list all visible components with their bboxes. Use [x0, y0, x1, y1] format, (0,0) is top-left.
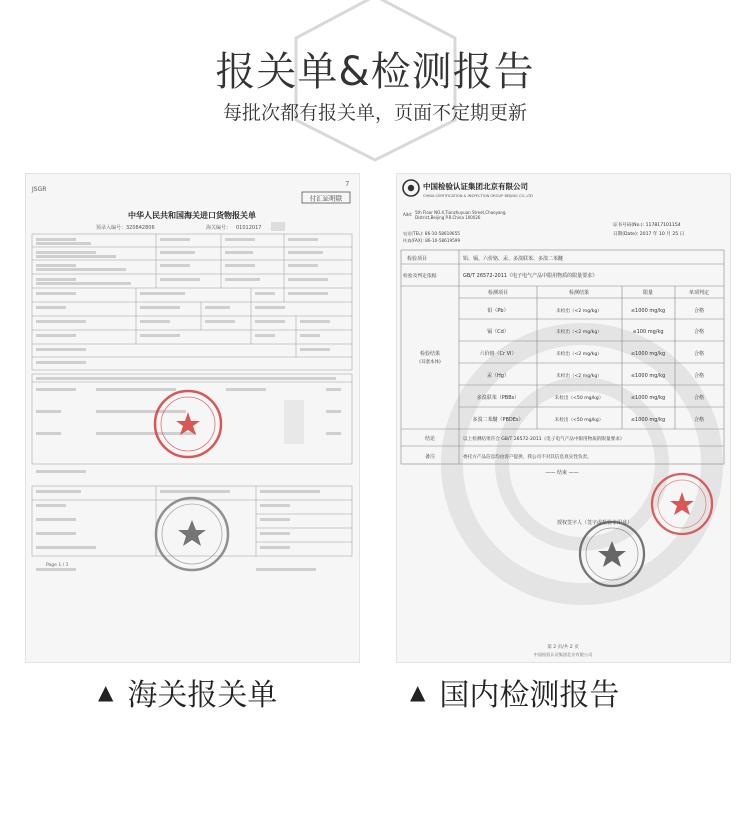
- result-row: [472, 416, 704, 423]
- row-result: 未检出（<50 mg/kg）: [554, 418, 604, 423]
- row-item: 多溴二苯醚（PBDEs）: [472, 417, 524, 423]
- side-label: 检验结果: [419, 351, 441, 357]
- footer-page: 第 2 页/共 2 页: [547, 645, 579, 650]
- row-limit: ≤1000 mg/kg: [630, 351, 666, 357]
- signatory: 授权签字人（签字或检验专用章）: [557, 520, 633, 526]
- result-row: [487, 328, 704, 335]
- remark-value: 委托方产品信息均由客户提供，我公司不对其信息真实性负责。: [463, 455, 592, 460]
- row-item: 镉（Cd）: [487, 329, 509, 335]
- fax: 传真(FAX): 86-10-58619599: [403, 238, 461, 243]
- triangle-up-icon: ▲: [98, 680, 114, 704]
- row-verdict: 合格: [693, 417, 705, 423]
- customs-heading: 中华人民共和国海关进口货物报关单: [128, 211, 256, 220]
- precode-label: 预录入编号：: [96, 225, 127, 231]
- page-number: Page 1 / 1: [46, 563, 69, 568]
- footer-org: 中国检验认证集团北京有限公司: [533, 652, 593, 657]
- caption-customs: [98, 670, 277, 714]
- address-label: Add:: [403, 212, 413, 217]
- end-mark: —— 结束 ——: [545, 470, 579, 476]
- row-verdict: 合格: [693, 329, 705, 335]
- item-label: 检验项目: [407, 256, 428, 262]
- col-header-limit: 限量: [642, 290, 654, 296]
- row-item: 铅（Pb）: [487, 308, 509, 314]
- tel: 电话(TEL): 86-10-58619655: [403, 231, 460, 236]
- inspection-report-document: [396, 173, 731, 663]
- cci-logo: [403, 180, 419, 196]
- precode-value: 320842806: [126, 225, 155, 231]
- inspection-form: [397, 174, 730, 662]
- stamp-label: 付汇证明联: [309, 194, 343, 203]
- row-item: 汞（Hg）: [487, 373, 509, 379]
- conclusion-value: 以上检测结果符合 GB/T 26572-2011《电子电气产品中限用物质的限量要求》: [463, 437, 625, 442]
- col-header-item: 检测项目: [487, 290, 509, 296]
- redaction: [271, 222, 285, 231]
- conclusion-label: 结论: [424, 436, 436, 442]
- cert-number: 证书号码(No.): 117817101154: [613, 223, 681, 228]
- triangle-up-icon: ▲: [410, 680, 426, 704]
- row-verdict: 合格: [693, 373, 705, 379]
- page-title: 报关单&检测报告: [215, 49, 535, 95]
- row-verdict: 合格: [693, 351, 705, 357]
- row-limit: ≤1000 mg/kg: [630, 395, 666, 401]
- row-result: 未检出（<2 mg/kg）: [556, 374, 602, 379]
- customs-top-left: JSGR: [32, 186, 47, 193]
- red-stamp: [155, 391, 221, 457]
- corner-mark: 7: [345, 180, 350, 188]
- customs-form: [26, 174, 359, 662]
- basis-value: GB/T 26572-2011《电子电气产品中限用物质的限量要求》: [463, 273, 598, 279]
- row-item: 六价铬（Cr VI）: [479, 351, 517, 357]
- address-value: 5th Floor NO.4,Tianzhuyuan Street,Chaoyang District,Beijing P.R.China 100026: [415, 210, 506, 220]
- row-result: 未检出（<2 mg/kg）: [556, 309, 602, 314]
- row-limit: ≤1000 mg/kg: [630, 373, 666, 379]
- item-value: 铅、镉、六价铬、汞、多溴联苯、多溴二苯醚: [463, 256, 564, 262]
- caption-report-label: 国内检测报告: [439, 678, 620, 713]
- report-date: 日期(Date): 2017 年 10 月 25 日: [613, 232, 685, 237]
- row-limit: ≤1000 mg/kg: [630, 308, 666, 314]
- result-row: [487, 307, 704, 314]
- page-subtitle: 每批次都有报关单，页面不定期更新: [222, 102, 527, 124]
- customs-no-label: 海关编号：: [206, 225, 232, 231]
- org-name-en: CHINA CERTIFICATION & INSPECTION GROUP BEIJING CO.,LTD: [423, 194, 533, 198]
- org-name-cn: 中国检验认证集团北京有限公司: [423, 182, 528, 191]
- caption-report: [410, 670, 619, 714]
- customs-declaration-document: [25, 173, 360, 663]
- remark-label: 备注: [424, 454, 436, 460]
- row-item: 多溴联苯（PBBs）: [476, 395, 520, 401]
- row-verdict: 合格: [693, 308, 705, 314]
- row-limit: ≤100 mg/kg: [632, 329, 664, 335]
- redaction: [284, 400, 304, 444]
- col-header-result: 检测结果: [568, 290, 590, 296]
- row-result: 未检出（<50 mg/kg）: [554, 396, 604, 401]
- row-result: 未检出（<2 mg/kg）: [556, 330, 602, 335]
- caption-customs-label: 海关报关单: [127, 678, 278, 713]
- result-row: [477, 394, 704, 401]
- col-header-verdict: 单项判定: [688, 290, 710, 296]
- basis-label: 检验及判定依据: [403, 274, 437, 279]
- row-result: 未检出（<2 mg/kg）: [556, 352, 602, 357]
- side-label-sub: (耳塞本体): [419, 360, 441, 365]
- row-limit: ≤1000 mg/kg: [630, 417, 666, 423]
- row-verdict: 合格: [693, 395, 705, 401]
- grey-stamp: [156, 498, 228, 570]
- customs-no-value: 01012017: [236, 225, 262, 231]
